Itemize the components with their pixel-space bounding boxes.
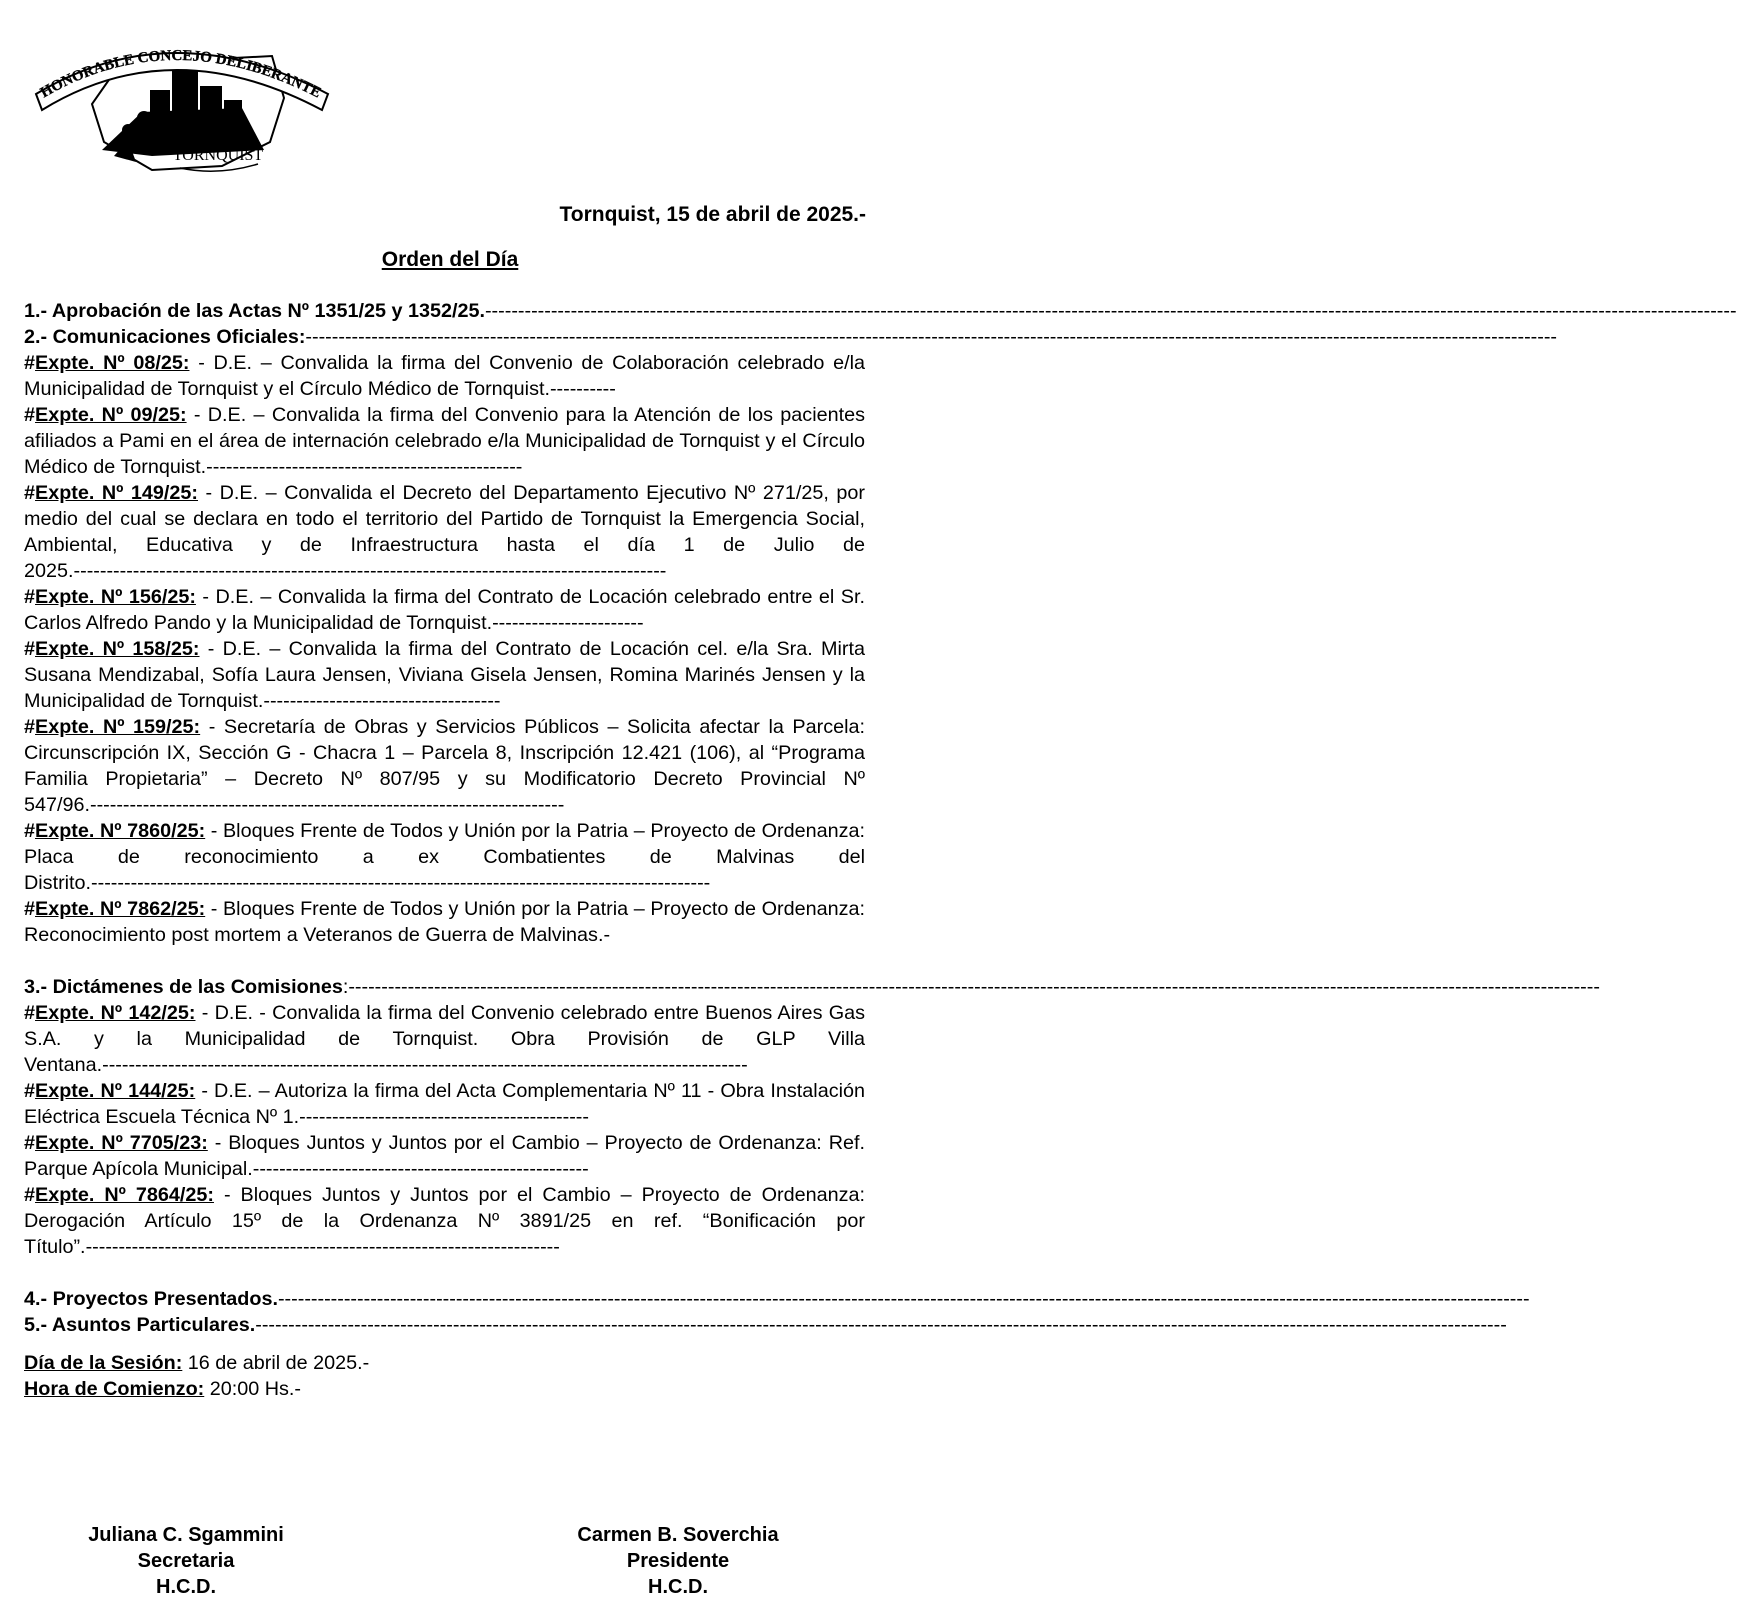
section-5-heading: 5.- Asuntos Particulares.	[24, 1314, 256, 1336]
dash-leader: ----------------------------------------------------------------------------------------------------------------------------------------------------------------------------------------------	[277, 1288, 1530, 1310]
hcd-logo	[32, 38, 332, 178]
list-item: #Expte. Nº 159/25: - Secretaría de Obras y Servicios Públicos – Solicita afectar la Parcela: Circunscripción IX, Sección G - Chacra 1 – Parcela 8, Inscripción 12.421 (106), al “Programa Familia Propietaria” – Decreto Nº 807/95 y su Modificatorio Decreto Provincial Nº 547/96.------------------------------------------------------------------------	[24, 716, 865, 816]
section-3-heading: 3.- Dictámenes de las Comisiones	[24, 976, 343, 998]
list-item: #Expte. Nº 7864/25: - Bloques Juntos y Juntos por el Cambio – Proyecto de Ordenanza: Derogación Artículo 15º de la Ordenanza Nº 3891/25 en ref. “Bonificación por Título”.------------------------------------------------------------------------	[24, 1184, 865, 1258]
logo-place-text: TORNQUIST	[172, 147, 264, 164]
signature-org: H.C.D.	[648, 1576, 708, 1598]
expte-number: Expte. Nº 09/25:	[35, 404, 187, 426]
expte-number: Expte. Nº 7860/25:	[35, 820, 206, 842]
dash-leader: ----------------------------------------------------------------------------------------------------------------------------------------------------------------------------------------------	[255, 1314, 1507, 1336]
page-title: Orden del Día	[381, 248, 519, 271]
section-3: 3.- Dictámenes de las Comisiones: ----------------------------------------------------------------------------------------------------------------------------------------------------------------------------------------------	[24, 976, 1600, 998]
expte-number: Expte. Nº 142/25:	[35, 1002, 196, 1024]
signature-presidente	[528, 1522, 828, 1600]
session-time-label: Hora de Comienzo:	[24, 1378, 205, 1400]
list-item: #Expte. Nº 149/25: - D.E. – Convalida el Decreto del Departamento Ejecutivo Nº 271/25, por medio del cual se declara en todo el territorio del Partido de Tornquist la Emergencia Social, Ambiental, Educativa y de Infraestructura hasta el día 1 de Julio de 2025.------------------------------------------------------------------------------------------	[24, 482, 865, 582]
signature-org: H.C.D.	[156, 1576, 216, 1598]
expte-number: Expte. Nº 7862/25:	[35, 898, 206, 920]
list-item: #Expte. Nº 156/25: - D.E. – Convalida la firma del Contrato de Locación celebrado entre el Sr. Carlos Alfredo Pando y la Municipalidad de Tornquist.-----------------------	[24, 586, 865, 634]
list-item: #Expte. Nº 158/25: - D.E. – Convalida la firma del Contrato de Locación cel. e/la Sra. Mirta Susana Mendizabal, Sofía Laura Jensen, Viviana Gisela Jensen, Romina Marinés Jensen y la Municipalidad de Tornquist.------------------------------------	[24, 638, 865, 712]
list-item: #Expte. Nº 7862/25: - Bloques Frente de Todos y Unión por la Patria – Proyecto de Ordenanza: Reconocimiento post mortem a Veteranos de Guerra de Malvinas.-	[24, 898, 865, 946]
session-time-value: 20:00 Hs.-	[204, 1378, 302, 1400]
expte-number: Expte. Nº 144/25:	[35, 1080, 196, 1102]
signature-secretaria	[36, 1522, 336, 1600]
section-2	[24, 324, 1558, 350]
list-item: #Expte. Nº 7860/25: - Bloques Frente de Todos y Unión por la Patria – Proyecto de Ordenanza: Placa de reconocimiento a ex Combatientes de Malvinas del Distrito.----------------------------------------------------------------------------------------------	[24, 820, 865, 894]
list-item: #Expte. Nº 08/25: - D.E. – Convalida la firma del Convenio de Colaboración celebrado e/la Municipalidad de Tornquist y el Círculo Médico de Tornquist.----------	[24, 352, 865, 400]
list-item: #Expte. Nº 7705/23: - Bloques Juntos y Juntos por el Cambio – Proyecto de Ordenanza: Ref. Parque Apícola Municipal.---------------------------------------------------	[24, 1132, 865, 1180]
expte-number: Expte. Nº 7705/23:	[35, 1132, 208, 1154]
expte-number: Expte. Nº 159/25:	[35, 716, 201, 738]
dash-leader: ----------------------------------------------------------------------------------------------------------------------------------------------------------------------------------------------	[305, 326, 1558, 348]
expte-number: Expte. Nº 08/25:	[35, 352, 190, 374]
section-4-heading: 4.- Proyectos Presentados.	[24, 1288, 278, 1310]
expte-number: Expte. Nº 156/25:	[35, 586, 196, 608]
dash-leader: ----------------------------------------------------------------------------------------------------------------------------------------------------------------------------------------------	[484, 300, 1737, 322]
dash-leader: ----------------------------------------------------------------------------------------------------------------------------------------------------------------------------------------------	[348, 976, 1600, 998]
session-day-label: Día de la Sesión:	[24, 1352, 183, 1374]
list-item: #Expte. Nº 144/25: - D.E. – Autoriza la firma del Acta Complementaria Nº 11 - Obra Instalación Eléctrica Escuela Técnica Nº 1.--------------------------------------------	[24, 1080, 865, 1128]
logo-arc-text: HONORABLE CONCEJO DELIBERANTE	[37, 47, 324, 102]
section-5	[24, 1312, 1507, 1338]
session-time	[24, 1376, 865, 1402]
signature-name: Carmen B. Soverchia	[577, 1524, 779, 1546]
agenda-body	[24, 298, 1737, 1402]
session-day	[24, 1350, 865, 1376]
section-4	[24, 1286, 1530, 1312]
date-line: Tornquist, 15 de abril de 2025.-	[559, 203, 866, 226]
section-1-heading: 1.- Aprobación de las Actas Nº 1351/25 y 1352/25.	[24, 300, 485, 322]
signature-role: Secretaria	[137, 1550, 235, 1572]
session-day-value: 16 de abril de 2025.-	[182, 1352, 370, 1374]
signature-role: Presidente	[626, 1550, 730, 1572]
expte-number: Expte. Nº 149/25:	[35, 482, 199, 504]
section-2-heading: 2.- Comunicaciones Oficiales:	[24, 326, 306, 348]
list-item: #Expte. Nº 142/25: - D.E. - Convalida la firma del Convenio celebrado entre Buenos Aires Gas S.A. y la Municipalidad de Tornquist. Obra Provisión de GLP Villa Ventana.--------------------------------------------------------------------------------------------------	[24, 1002, 865, 1076]
expte-number: Expte. Nº 7864/25:	[35, 1184, 214, 1206]
list-item: #Expte. Nº 09/25: - D.E. – Convalida la firma del Convenio para la Atención de los pacientes afiliados a Pami en el área de internación celebrado e/la Municipalidad de Tornquist y el Círculo Médico de Tornquist.------------------------------------------------	[24, 404, 865, 478]
expte-number: Expte. Nº 158/25:	[35, 638, 200, 660]
section-1	[24, 298, 1737, 324]
signature-name: Juliana C. Sgammini	[88, 1524, 284, 1546]
